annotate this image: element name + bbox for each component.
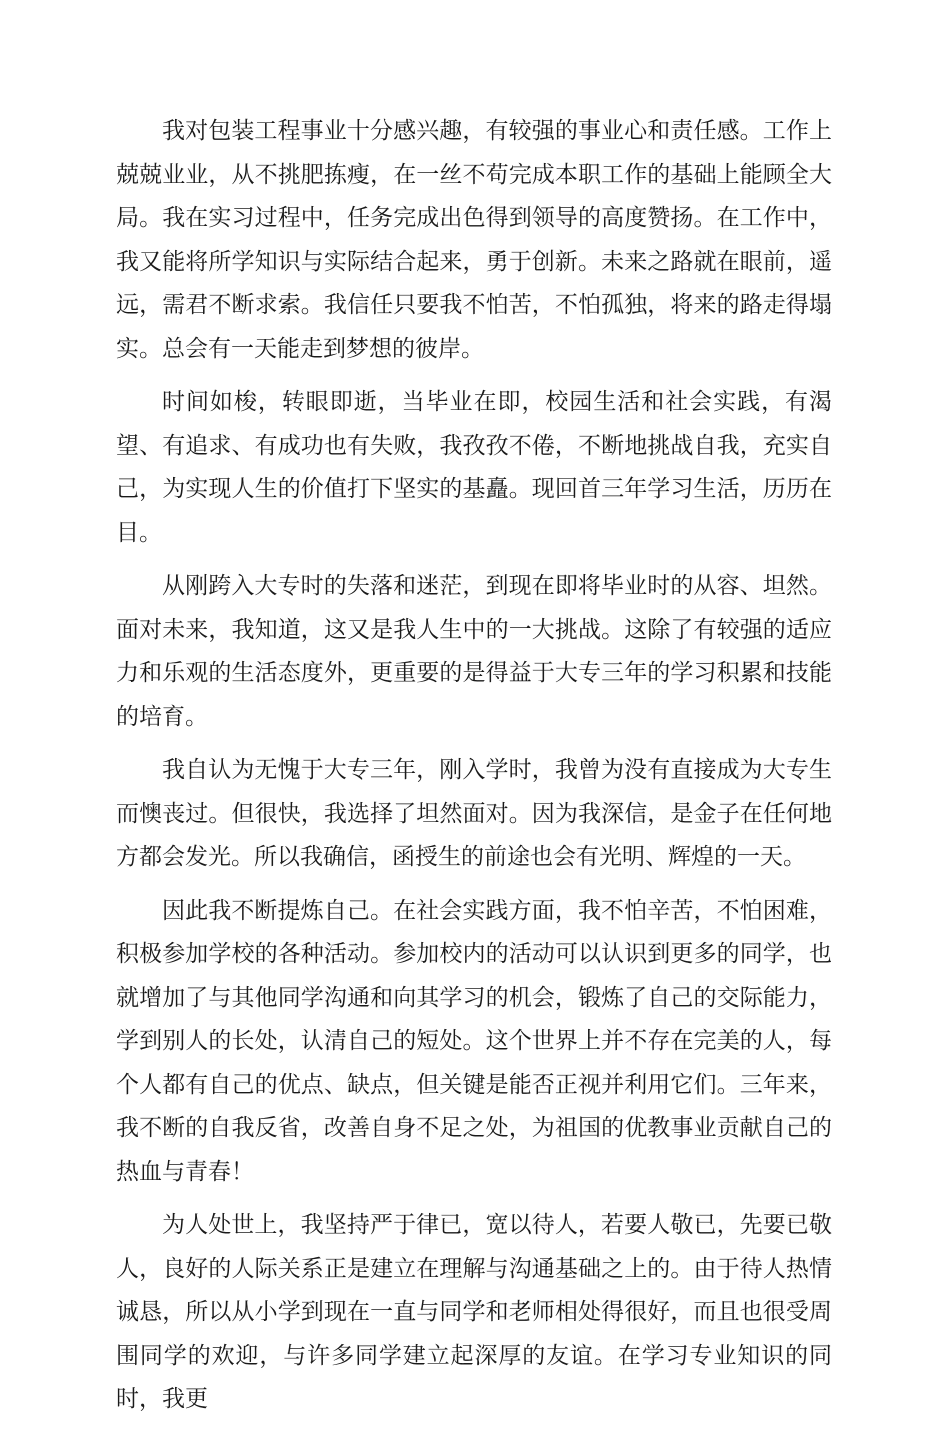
paragraph-1: 我对包装工程事业十分感兴趣，有较强的事业心和责任感。工作上兢兢业业，从不挑肥拣瘦，在一丝不苟完成本职工作的基础上能顾全大局。我在实习过程中，任务完成出色得到领导的高度赞扬。在工作中，我又能将所学知识与实际结合起来，勇于创新。未来之路就在眼前，遥远，需君不断求索。我信任只要我不怕苦，不怕孤独，将来的路走得塌实。总会有一天能走到梦想的彼岸。: [116, 118, 832, 362]
paragraph-5: 因此我不断提炼自己。在社会实践方面，我不怕辛苦，不怕困难，积极参加学校的各种活动。参加校内的活动可以认识到更多的同学，也就增加了与其他同学沟通和向其学习的机会，锻炼了自己的交际能力，学到别人的长处，认清自己的短处。这个世界上并不存在完美的人，每个人都有自己的优点、缺点，但关键是能否正视并利用它们。三年来，我不断的自我反省，改善自身不足之处，为祖国的优教事业贡献自己的热血与青春！: [116, 897, 832, 1185]
paragraph-3: 从刚跨入大专时的失落和迷茫，到现在即将毕业时的从容、坦然。面对未来，我知道，这又是我人生中的一大挑战。这除了有较强的适应力和乐观的生活态度外，更重要的是得益于大专三年的学习积累和技能的培育。: [116, 573, 832, 730]
paragraph-6: 为人处世上，我坚持严于律已，宽以待人，若要人敬已，先要已敬人，良好的人际关系正是建立在理解与沟通基础之上的。由于待人热情诚恳，所以从小学到现在一直与同学和老师相处得很好，而且也很受周围同学的欢迎，与许多同学建立起深厚的友谊。在学习专业知识的同时，我更: [116, 1212, 832, 1412]
paragraph-2: 时间如梭，转眼即逝，当毕业在即，校园生活和社会实践，有渴望、有追求、有成功也有失败，我孜孜不倦，不断地挑战自我，充实自己，为实现人生的价值打下坚实的基矗。现回首三年学习生活，历历在目。: [116, 389, 832, 546]
paragraph-4: 我自认为无愧于大专三年，刚入学时，我曾为没有直接成为大专生而懊丧过。但很快，我选择了坦然面对。因为我深信，是金子在任何地方都会发光。所以我确信，函授生的前途也会有光明、辉煌的一天。: [116, 757, 832, 870]
document-body: [116, 110, 832, 1432]
